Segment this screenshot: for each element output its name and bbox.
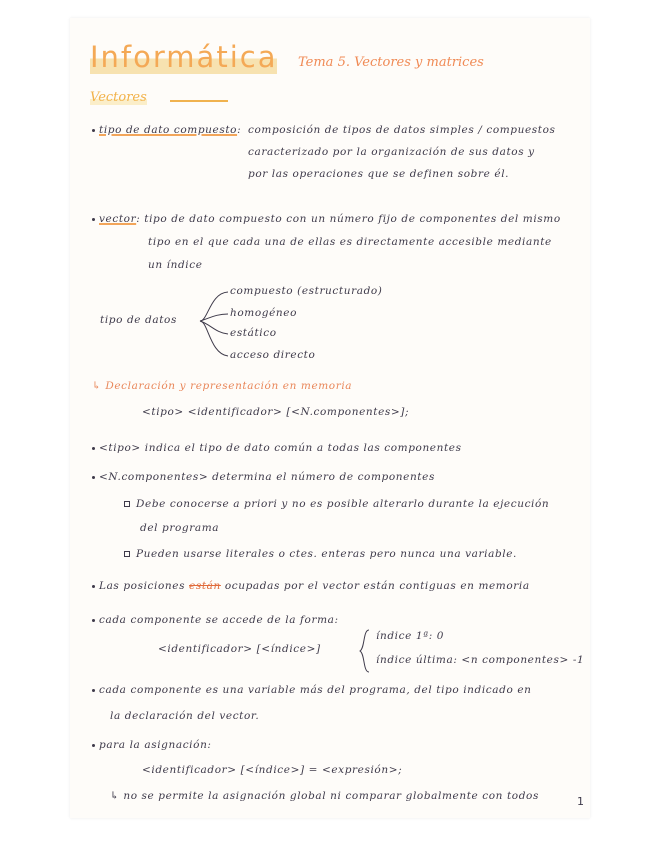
ncomp-sub1-line2: del programa — [140, 522, 220, 534]
vector-def-line2: tipo en el que cada una de ellas es directamente accesible mediante — [148, 236, 552, 248]
attr-item-3: estático — [230, 327, 277, 339]
assignment-bullet: para la asignación: — [92, 739, 212, 751]
positions-bullet: Las posiciones están ocupadas por el vector están contiguas en memoria — [92, 580, 530, 592]
ncomp-sub1-line1: Debe conocerse a priori y no es posible alterarlo durante la ejecución — [124, 498, 549, 510]
ncomp-bullet: <N.componentes> determina el número de componentes — [92, 471, 435, 483]
access-syntax: <identificador> [<índice>] — [158, 643, 321, 655]
first-index: índice 1ª: 0 — [376, 630, 445, 642]
notebook-page — [70, 18, 590, 818]
variable-bullet-line2: la declaración del vector. — [110, 710, 260, 722]
compound-type-term: tipo de dato compuesto: — [92, 124, 241, 136]
ncomp-sub2: Pueden usarse literales o ctes. enteras pero nunca una variable. — [124, 548, 517, 560]
variable-bullet-line1: cada componente es una variable más del programa, del tipo indicado en — [92, 684, 532, 696]
compound-def-line1: composición de tipos de datos simples / compuestos — [248, 124, 556, 136]
data-type-label: tipo de datos — [100, 314, 177, 326]
topic-subtitle: Tema 5. Vectores y matrices — [298, 55, 484, 70]
vector-term: vector: tipo de dato compuesto con un número fijo de componentes del mismo — [92, 213, 561, 225]
attr-item-1: compuesto (estructurado) — [230, 285, 383, 297]
page-number: 1 — [577, 795, 584, 808]
compound-def-line3: por las operaciones que se definen sobre él. — [248, 168, 510, 180]
assignment-note: ↳ no se permite la asignación global ni comparar globalmente con todos — [110, 790, 539, 802]
attr-item-2: homogéneo — [230, 307, 297, 319]
assignment-syntax: <identificador> [<índice>] = <expresión>; — [142, 764, 403, 776]
section-underline — [170, 100, 228, 102]
declaration-syntax: <tipo> <identificador> [<N.componentes>]; — [142, 406, 410, 418]
declaration-heading: ↳ Declaración y representación en memoria — [92, 380, 353, 392]
compound-def-line2: caracterizado por la organización de sus datos y — [248, 146, 535, 158]
page-title: Informática — [90, 40, 278, 74]
access-bullet: cada componente se accede de la forma: — [92, 614, 339, 626]
last-index: índice última: <n componentes> -1 — [376, 654, 585, 666]
section-heading: Vectores — [90, 90, 147, 105]
vector-def-line3: un índice — [148, 259, 203, 271]
curly-brace — [358, 628, 372, 674]
attr-item-4: acceso directo — [230, 349, 316, 361]
tipo-bullet: <tipo> indica el tipo de dato común a todas las componentes — [92, 442, 462, 454]
